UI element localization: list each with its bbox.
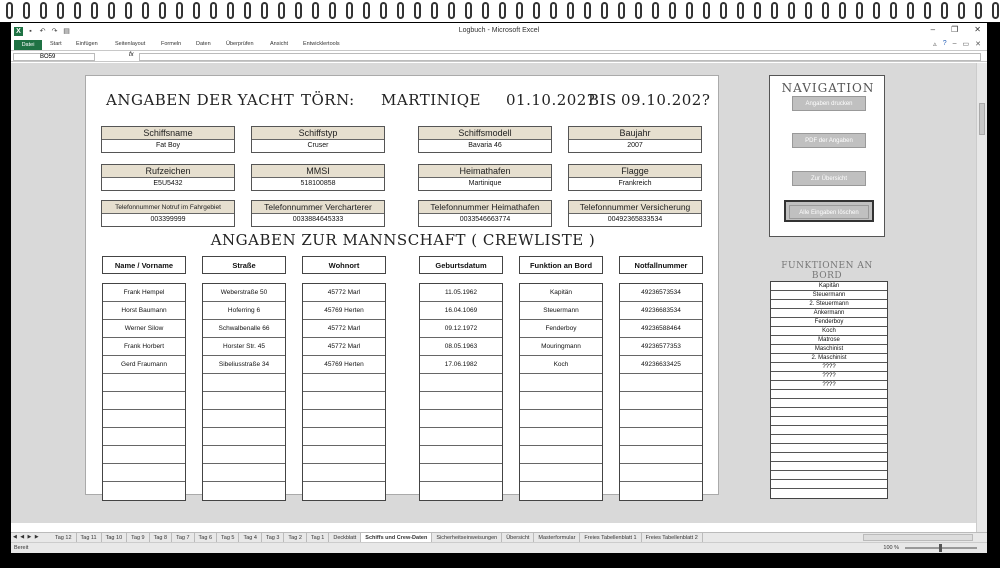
sheet-tab-bar [11,532,987,542]
crew-cell[interactable]: 49236588464 [620,320,702,338]
sheet-tab[interactable]: Sicherheitseinweisungen [432,533,502,543]
funktion-item[interactable] [771,462,887,471]
crew-cell[interactable] [103,392,185,410]
funktion-item[interactable] [771,480,887,489]
binder-ring [822,2,829,19]
crew-cell[interactable]: Kapitän [520,284,602,302]
crew-cell[interactable]: Horst Baumann [103,302,185,320]
crew-cell[interactable]: Schwalbenalle 66 [203,320,285,338]
binder-ring [23,2,30,19]
crew-cell[interactable] [620,374,702,392]
crew-data-sheet [85,75,719,495]
crew-cell[interactable] [303,410,385,428]
crew-cell[interactable]: 45769 Herten [303,302,385,320]
crew-cell[interactable] [420,428,502,446]
navigation-panel [769,75,885,237]
date-to: 09.10.202? [621,91,711,109]
crew-cell[interactable] [203,464,285,482]
binder-ring [550,2,557,19]
close-icon[interactable]: ✕ [974,25,981,34]
funktion-item[interactable]: ???? [771,381,887,390]
print-preview-icon[interactable]: ▤ [63,27,70,35]
sheet-tab[interactable]: Masterformular [534,533,580,543]
crew-cell[interactable]: 45772 Marl [303,338,385,356]
save-icon[interactable]: ▪ [29,27,32,35]
binder-ring [839,2,846,19]
funktion-item[interactable] [771,417,887,426]
crew-cell[interactable] [420,446,502,464]
crew-cell[interactable] [103,482,185,500]
crew-cell[interactable]: 45772 Marl [303,284,385,302]
crew-cell[interactable] [303,482,385,500]
crew-cell[interactable] [620,446,702,464]
funktion-item[interactable]: Matrose [771,336,887,345]
crew-cell[interactable] [203,374,285,392]
formula-bar [11,52,987,62]
crew-cell[interactable] [420,464,502,482]
crew-column-header: Straße [202,256,286,274]
crew-column-header: Notfallnummer [619,256,703,274]
yacht-field-value[interactable]: Martinique [468,180,502,187]
binder-ring [448,2,455,19]
yacht-field-label: Schiffstyp [252,127,384,140]
ribbon-tabs [11,39,987,51]
crew-cell[interactable]: 09.12.1972 [420,320,502,338]
window-title: Logbuch - Microsoft Excel [458,27,540,34]
yacht-field-value[interactable]: Cruser [307,142,329,149]
crew-cell[interactable]: Gerd Fraumann [103,356,185,374]
binder-ring [516,2,523,19]
binder-ring [771,2,778,19]
yacht-field [418,200,552,227]
yacht-field-label: Telefonnummer Vercharterer [252,201,384,214]
yacht-field [568,164,702,191]
binder-ring [567,2,574,19]
yacht-title: ANGABEN DER YACHT [106,91,295,109]
crew-title: ANGABEN ZUR MANNSCHAFT ( CREWLISTE ) [210,231,596,249]
tab-insert[interactable]: Einfügen [76,41,98,47]
binder-ring [652,2,659,19]
status-bar [11,542,987,553]
binder-rings [0,0,1000,22]
crew-column [102,283,186,501]
crew-column [519,283,603,501]
crew-cell[interactable] [203,428,285,446]
title-bar [11,23,987,39]
binder-ring [992,2,999,19]
yacht-field-label: Telefonnummer Versicherung [569,201,701,214]
funktion-item[interactable] [771,471,887,480]
crew-cell[interactable]: 16.04.1069 [420,302,502,320]
overview-button[interactable]: Zur Übersicht [792,171,866,186]
crew-cell[interactable] [103,410,185,428]
binder-ring [227,2,234,19]
crew-cell[interactable]: 11.05.1962 [420,284,502,302]
redo-icon[interactable]: ↷ [51,27,58,35]
tab-developer[interactable]: Entwicklertools [303,41,340,47]
zoom-slider[interactable] [905,547,977,549]
crew-cell[interactable] [303,392,385,410]
binder-ring [754,2,761,19]
navigation-title: NAVIGATION [781,81,875,95]
crew-cell[interactable]: Steuermann [520,302,602,320]
funktion-item[interactable] [771,453,887,462]
yacht-field [568,200,702,227]
sheet-tab[interactable]: Tag 2 [284,533,306,543]
vertical-scrollbar[interactable] [976,63,987,533]
sheet-tab[interactable]: Schiffs und Crew-Daten [361,533,432,543]
toern-label: TÖRN: [301,91,355,109]
crew-cell[interactable] [103,464,185,482]
sheet-tab[interactable]: Tag 3 [262,533,284,543]
crew-cell[interactable] [520,446,602,464]
maximize-icon[interactable]: ❐ [951,25,959,34]
binder-ring [618,2,625,19]
fx-icon[interactable]: fx [129,52,134,58]
crew-cell[interactable] [103,428,185,446]
binder-ring [380,2,387,19]
vertical-scroll-thumb[interactable] [979,103,985,135]
crew-cell[interactable] [303,428,385,446]
minimize-icon[interactable]: – [930,25,936,34]
binder-ring [533,2,540,19]
funktion-item[interactable] [771,426,887,435]
binder-ring [601,2,608,19]
tab-view[interactable]: Ansicht [270,41,289,47]
clear-all-button[interactable] [784,200,874,222]
binder-ring [414,2,421,19]
pdf-details-button[interactable]: PDF der Angaben [792,133,866,148]
binder-ring [890,2,897,19]
binder-ring [805,2,812,19]
yacht-field [101,200,235,227]
sheet-tab[interactable]: Tag 10 [102,533,128,543]
sheet-tab[interactable]: Tag 4 [239,533,261,543]
funktion-item[interactable]: Steuermann [771,291,887,300]
crew-cell[interactable] [520,410,602,428]
tab-start[interactable]: Start [50,41,62,47]
funktion-item[interactable]: Kapitän [771,282,887,291]
binder-ring [584,2,591,19]
crew-cell[interactable] [520,482,602,500]
binder-ring [346,2,353,19]
yacht-field-value[interactable]: 0033884645333 [292,216,344,223]
binder-ring [295,2,302,19]
sheet-tab[interactable]: Tag 11 [77,533,102,543]
crew-cell[interactable]: Hoferring 6 [203,302,285,320]
funktionen-title: FUNKTIONEN AN BORD [781,261,873,281]
zoom-slider-thumb[interactable] [939,544,942,552]
binder-ring [125,2,132,19]
crew-cell[interactable] [203,482,285,500]
binder-ring [278,2,285,19]
binder-ring [108,2,115,19]
binder-ring [312,2,319,19]
yacht-field-label: Telefonnummer Notruf im Fahrgebiet [102,201,234,214]
funktion-item[interactable]: Fenderboy [771,318,887,327]
status-ready: Bereit [14,545,29,551]
crew-cell[interactable] [620,464,702,482]
crew-cell[interactable] [203,410,285,428]
yacht-field-value[interactable]: 00492365833534 [607,216,663,223]
crew-column [302,283,386,501]
yacht-field-value[interactable]: Fat Boy [155,142,181,149]
binder-ring [91,2,98,19]
formula-input[interactable] [139,53,981,61]
binder-ring [669,2,676,19]
crew-cell[interactable] [520,428,602,446]
workbook-close-icon[interactable]: ✕ [975,41,981,48]
crew-cell[interactable] [303,374,385,392]
tab-file[interactable]: Datei [14,40,42,50]
funktion-item[interactable]: Ankermann [771,309,887,318]
destination: MARTINIQE [381,91,481,109]
crew-cell[interactable]: Sibeliusstraße 34 [203,356,285,374]
binder-ring [176,2,183,19]
binder-ring [499,2,506,19]
yacht-field-value[interactable]: Frankreich [618,180,652,187]
crew-cell[interactable]: Horster Str. 45 [203,338,285,356]
binder-ring [142,2,149,19]
binder-ring [720,2,727,19]
crew-column-header: Funktion an Bord [519,256,603,274]
crew-cell[interactable] [520,374,602,392]
yacht-field-value[interactable]: 0033546663774 [459,216,511,223]
tab-formulas[interactable]: Formeln [161,41,182,47]
yacht-field [418,164,552,191]
crew-column [202,283,286,501]
sheet-tab[interactable]: Deckblatt [329,533,361,543]
funktion-item[interactable]: Koch [771,327,887,336]
crew-cell[interactable] [203,392,285,410]
crew-cell[interactable]: 08.05.1963 [420,338,502,356]
yacht-field-value[interactable]: E5U5432 [153,180,183,187]
crew-cell[interactable] [620,482,702,500]
workbook-restore-icon[interactable]: ▭ [962,41,970,48]
yacht-field-label: Flagge [569,165,701,178]
yacht-field [251,164,385,191]
yacht-field-label: Schiffsname [102,127,234,140]
clear-all-label: Alle Eingaben löschen [789,205,869,219]
crew-cell[interactable] [520,464,602,482]
binder-ring [261,2,268,19]
binder-ring [465,2,472,19]
binder-ring [159,2,166,19]
yacht-field-label: Baujahr [569,127,701,140]
binder-ring [737,2,744,19]
crew-cell[interactable]: Weberstraße 50 [203,284,285,302]
yacht-field-value[interactable]: 518100858 [300,180,336,187]
funktion-item[interactable]: Maschinist [771,345,887,354]
sheet-tab[interactable]: Tag 7 [172,533,194,543]
sheet-tab[interactable]: Übersicht [502,533,534,543]
crew-column-header: Geburtsdatum [419,256,503,274]
binder-ring [57,2,64,19]
sheet-tab[interactable]: Tag 5 [217,533,239,543]
yacht-field [251,126,385,153]
crew-cell[interactable] [620,428,702,446]
crew-cell[interactable]: Frank Hempel [103,284,185,302]
funktion-item[interactable] [771,408,887,417]
binder-ring [363,2,370,19]
funktion-item[interactable]: 2. Steuermann [771,300,887,309]
binder-ring [193,2,200,19]
workbook-minimize-icon[interactable]: – [952,40,957,47]
sheet-tab[interactable]: Freies Tabellenblatt 2 [642,533,703,543]
crew-cell[interactable] [420,374,502,392]
yacht-field-label: Schiffsmodell [419,127,551,140]
binder-ring [958,2,965,19]
crew-cell[interactable]: 49236633425 [620,356,702,374]
binder-ring [40,2,47,19]
crew-cell[interactable] [620,410,702,428]
binder-ring [329,2,336,19]
yacht-field-label: Heimathafen [419,165,551,178]
name-box[interactable]: BO59 [13,53,95,61]
crew-cell[interactable]: 17.06.1982 [420,356,502,374]
print-details-button[interactable]: Angaben drucken [792,96,866,111]
yacht-field-label: MMSI [252,165,384,178]
yacht-field [418,126,552,153]
crew-column-header: Wohnort [302,256,386,274]
crew-cell[interactable]: Frank Horbert [103,338,185,356]
crew-cell[interactable]: 49236683534 [620,302,702,320]
crew-cell[interactable]: 49236577353 [620,338,702,356]
excel-app-icon: X [14,27,23,36]
crew-cell[interactable] [420,410,502,428]
sheet-nav-arrows[interactable]: ◀ ◀ ▶ ▶ [13,534,40,540]
yacht-field [251,200,385,227]
funktion-item[interactable] [771,390,887,399]
crew-cell[interactable] [520,392,602,410]
crew-cell[interactable] [420,482,502,500]
crew-cell[interactable]: Mouringmann [520,338,602,356]
funktion-item[interactable]: ???? [771,372,887,381]
crew-cell[interactable]: 45772 Marl [303,320,385,338]
crew-cell[interactable] [420,392,502,410]
binder-ring [244,2,251,19]
horizontal-scrollbar[interactable] [863,534,973,541]
binder-ring [907,2,914,19]
yacht-field [101,126,235,153]
binder-ring [975,2,982,19]
funktion-item[interactable] [771,489,887,498]
sheet-tab[interactable]: Tag 6 [195,533,217,543]
binder-ring [431,2,438,19]
yacht-field-label: Rufzeichen [102,165,234,178]
crew-cell[interactable]: 45769 Herten [303,356,385,374]
crew-cell[interactable]: Fenderboy [520,320,602,338]
crew-cell[interactable] [303,446,385,464]
crew-cell[interactable] [103,446,185,464]
binder-ring [941,2,948,19]
binder-ring [686,2,693,19]
bis-label: BIS [588,91,617,109]
crew-column [419,283,503,501]
excel-window [11,23,987,553]
binder-ring [788,2,795,19]
sheet-tab[interactable]: Tag 12 [51,533,77,543]
crew-cell[interactable] [103,374,185,392]
sheet-tab[interactable]: Tag 8 [150,533,172,543]
funktion-item[interactable] [771,399,887,408]
crew-column [619,283,703,501]
yacht-field-value[interactable]: 003399999 [150,216,186,223]
binder-ring [397,2,404,19]
funktion-item[interactable]: ???? [771,363,887,372]
crew-cell[interactable] [303,464,385,482]
worksheet-area[interactable] [11,63,976,523]
binder-ring [873,2,880,19]
sheet-tab[interactable]: Tag 1 [307,533,329,543]
crew-cell[interactable] [620,392,702,410]
yacht-field-value[interactable]: 2007 [627,142,643,149]
sheet-tab[interactable]: Tag 9 [127,533,149,543]
funktion-item[interactable] [771,435,887,444]
binder-ring [635,2,642,19]
yacht-field [101,164,235,191]
date-from: 01.10.202? [506,91,596,109]
binder-ring [6,2,13,19]
binder-ring [703,2,710,19]
undo-icon[interactable]: ↶ [39,27,46,35]
binder-ring [482,2,489,19]
crew-cell[interactable]: Werner Silow [103,320,185,338]
binder-ring [74,2,81,19]
tab-page-layout[interactable]: Seitenlayout [115,41,146,47]
funktionen-list [770,281,888,499]
help-icon[interactable]: ? [942,40,947,47]
binder-ring [856,2,863,19]
crew-column-header: Name / Vorname [102,256,186,274]
crew-cell[interactable]: Koch [520,356,602,374]
tab-review[interactable]: Überprüfen [226,41,254,47]
tab-data[interactable]: Daten [196,41,211,47]
binder-ring [210,2,217,19]
yacht-field-value[interactable]: Bavaria 46 [468,142,502,149]
yacht-field [568,126,702,153]
crew-cell[interactable]: 49236573534 [620,284,702,302]
binder-ring [924,2,931,19]
ribbon-collapse-icon[interactable]: ▵ [933,41,937,48]
crew-cell[interactable] [203,446,285,464]
zoom-level[interactable]: 100 % [883,545,899,551]
funktion-item[interactable] [771,444,887,453]
yacht-field-label: Telefonnummer Heimathafen [419,201,551,214]
funktion-item[interactable]: 2. Maschinist [771,354,887,363]
sheet-tab[interactable]: Freies Tabellenblatt 1 [580,533,641,543]
